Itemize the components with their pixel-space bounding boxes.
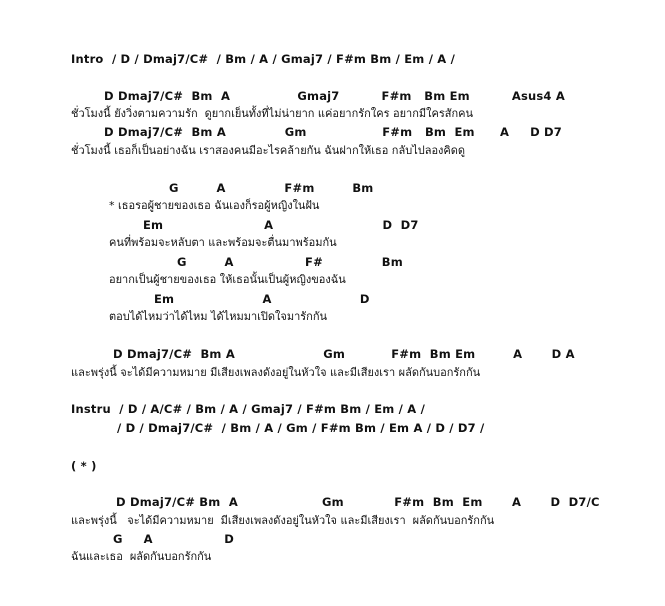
- chorus-chords-4: Em A D: [154, 292, 370, 306]
- instru-line-1: Instru / D / A/C# / Bm / A / Gmaj7 / F#m Bm / Em / A /: [71, 402, 425, 416]
- chorus-lyric-4: ตอบได้ไหมว่าได้ไหม ได้ไหมมาเปิดใจมารักกัน: [109, 310, 328, 323]
- instru-line-2: / D / Dmaj7/C# / Bm / A / Gm / F#m Bm / Em A / D / D7 /: [117, 421, 485, 435]
- outro-lyric-2: ฉันและเธอ ผลัดกันบอกรักกัน: [71, 550, 212, 563]
- chorus-lyric-3: อยากเป็นผู้ชายของเธอ ให้เธอนั้นเป็นผู้หญิงของฉัน: [109, 273, 346, 286]
- chorus-lyric-2: คนที่พร้อมจะหลับตา และพร้อมจะตื่นมาพร้อมกัน: [109, 236, 337, 249]
- repeat-chorus-mark: ( * ): [71, 459, 97, 473]
- hook-chords: D Dmaj7/C# Bm A Gm F#m Bm Em A D A: [113, 347, 575, 361]
- chorus-chords-1: G A F#m Bm: [169, 181, 374, 195]
- verse-lyric-1: ชั่วโมงนี้ ยังวิ่งตามความรัก ดูยากเย็นทั้งที่ไม่น่ายาก แค่อยากรักใคร อยากมีใครสักคน: [71, 107, 473, 120]
- verse-lyric-2: ชั่วโมงนี้ เธอก็เป็นอย่างฉัน เราสองคนมีอะไรคล้ายกัน ฉันฝากให้เธอ กลับไปลองคิดดู: [71, 144, 466, 157]
- outro-chords-2: G A D: [113, 532, 234, 546]
- intro-line: Intro / D / Dmaj7/C# / Bm / A / Gmaj7 / F#m Bm / Em / A /: [71, 52, 455, 66]
- verse-chords-1: D Dmaj7/C# Bm A Gmaj7 F#m Bm Em Asus4 A: [104, 89, 565, 103]
- chorus-chords-3: G A F# Bm: [177, 255, 403, 269]
- outro-lyric-1: และพรุ่งนี้ จะได้มีความหมาย มีเสียงเพลงดังอยู่ในหัวใจ และมีเสียงเรา ผลัดกันบอกรักกัน: [71, 514, 495, 527]
- hook-lyric: และพรุ่งนี้ จะได้มีความหมาย มีเสียงเพลงดังอยู่ในหัวใจ และมีเสียงเรา ผลัดกันบอกรักกัน: [71, 366, 481, 379]
- chorus-chords-2: Em A D D7: [143, 218, 419, 232]
- chorus-lyric-1: * เธอรอผู้ชายของเธอ ฉันเองก็รอผู้หญิงในฝัน: [109, 199, 320, 212]
- outro-chords-1: D Dmaj7/C# Bm A Gm F#m Bm Em A D D7/C: [116, 495, 600, 509]
- verse-chords-2: D Dmaj7/C# Bm A Gm F#m Bm Em A D D7: [104, 125, 562, 139]
